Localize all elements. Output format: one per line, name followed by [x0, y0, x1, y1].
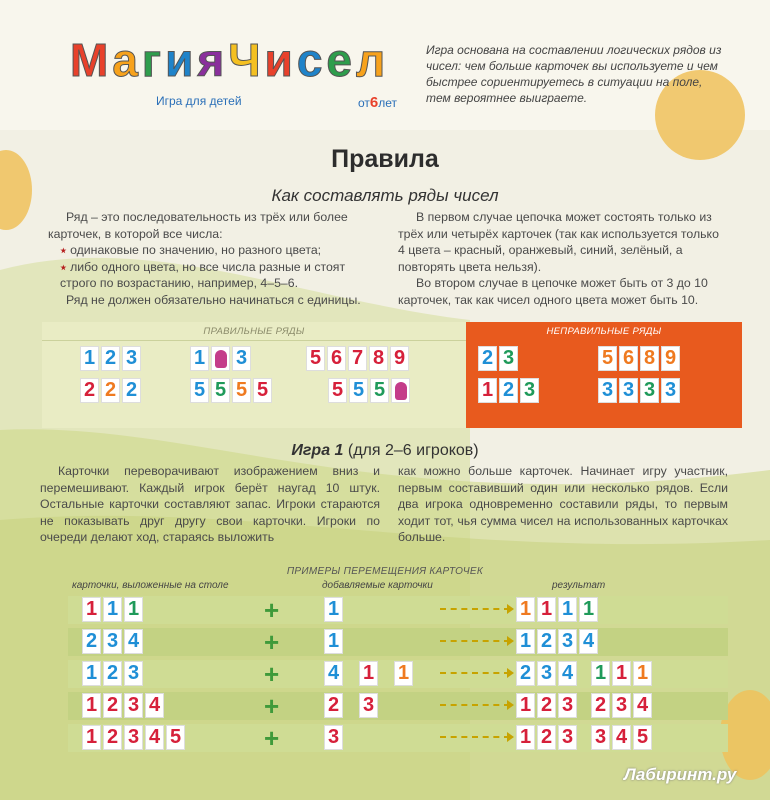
- moves-row: [68, 628, 728, 656]
- number-card: 1: [612, 661, 631, 686]
- number-card: 2: [591, 693, 610, 718]
- number-card: 1: [324, 597, 343, 622]
- number-card: 1: [103, 597, 122, 622]
- column-header-added-cards: добавляемые карточки: [322, 580, 433, 591]
- plus-sign: +: [264, 595, 280, 625]
- table-cards: [82, 629, 143, 654]
- rules-left-column: [48, 209, 383, 308]
- bad-group: [478, 378, 539, 403]
- section-heading-game1: [0, 442, 770, 460]
- result-cards: [516, 629, 598, 654]
- rules-paragraph: Ряд – это последовательность из трёх или более карточек, в которой все числа:: [48, 210, 348, 241]
- good-group: [190, 346, 251, 371]
- number-card: 8: [640, 346, 659, 371]
- table-cards: [82, 661, 143, 686]
- number-card: 1: [82, 661, 101, 686]
- number-card: 1: [516, 597, 535, 622]
- plus-sign: +: [264, 723, 280, 753]
- number-card: 2: [516, 661, 535, 686]
- table-cards: [82, 693, 164, 718]
- number-card: 1: [359, 661, 378, 686]
- column-header-result: результат: [552, 580, 606, 591]
- rules-paragraph: В первом случае цепочка может состоять только из трёх или четырёх карточек (так как используется только 4 цвета – красный, оранжевый, синий, зелёный, а повторять цвета нельзя).: [398, 210, 719, 274]
- rules-paragraph: Ряд не должен обязательно начинаться с единицы.: [66, 292, 361, 307]
- number-card: 3: [520, 378, 539, 403]
- plus-sign: +: [264, 627, 280, 657]
- number-card: 3: [537, 661, 556, 686]
- logo-letter: М: [70, 34, 109, 86]
- added-cards: [324, 597, 343, 622]
- number-card: 2: [324, 693, 343, 718]
- number-card: 4: [145, 693, 164, 718]
- number-card: 1: [82, 597, 101, 622]
- moves-title: ПРИМЕРЫ ПЕРЕМЕЩЕНИЯ КАРТОЧЕК: [286, 566, 484, 577]
- row-examples-band: [42, 322, 742, 428]
- added-cards: [359, 661, 378, 686]
- number-card: 1: [80, 346, 99, 371]
- number-card: 2: [478, 346, 497, 371]
- number-card: 3: [122, 346, 141, 371]
- number-card: 3: [124, 661, 143, 686]
- rules-paragraph: Во втором случае в цепочке может быть от 3 до 10 карточек, так как чисел одного цвета может быть 10.: [398, 276, 708, 307]
- correct-rows-label: ПРАВИЛЬНЫЕ РЯДЫ: [203, 326, 305, 337]
- age-from: от: [358, 96, 370, 110]
- dashed-arrow-icon: [440, 704, 510, 706]
- bad-group: [478, 346, 518, 371]
- number-card: 2: [537, 629, 556, 654]
- number-card: 5: [349, 378, 368, 403]
- incorrect-rows-label: НЕПРАВИЛЬНЫЕ РЯДЫ: [546, 326, 662, 337]
- logo-letter: л: [356, 34, 386, 86]
- correct-rows-panel: [42, 322, 466, 428]
- rules-bullet: ⭑ либо одного цвета, но все числа разные и стоят строго по возрастанию, например, 4–5–6.: [60, 259, 346, 290]
- game1-left-text: Карточки переворачивают изображением вниз и перемешивают. Каждый игрок берёт наугад 10 штук. Остальные карточки составляют запас. Игроки стараются не показывать друг другу свои карточки. Игроки по очереди делают ход, стараясь выложить: [40, 464, 380, 544]
- number-card: 5: [306, 346, 325, 371]
- number-card: 3: [103, 629, 122, 654]
- number-card: 2: [499, 378, 518, 403]
- number-card: 4: [145, 725, 164, 750]
- result-cards: [591, 661, 652, 686]
- result-cards: [516, 597, 598, 622]
- number-card: 2: [103, 661, 122, 686]
- number-card: 1: [516, 693, 535, 718]
- good-group: [306, 346, 409, 371]
- number-card: 1: [591, 661, 610, 686]
- number-card: 1: [82, 693, 101, 718]
- moves-row: [68, 692, 728, 720]
- added-cards: [324, 661, 343, 686]
- intro-text: Игра основана на составлении логических рядов из чисел: чем больше карточек вы используете и чем быстрее сориентируетесь в ситуации на поле, тем вероятнее выиграете.: [426, 43, 722, 105]
- number-card: 9: [390, 346, 409, 371]
- bad-group: [598, 378, 680, 403]
- dashed-arrow-icon: [440, 672, 510, 674]
- number-card: 2: [82, 629, 101, 654]
- number-card: 5: [232, 378, 251, 403]
- number-card: 5: [211, 378, 230, 403]
- dashed-arrow-icon: [440, 608, 510, 610]
- number-card: 3: [612, 693, 631, 718]
- number-card: 4: [324, 661, 343, 686]
- number-card: 1: [516, 629, 535, 654]
- plus-sign: +: [264, 691, 280, 721]
- number-card: 3: [558, 629, 577, 654]
- number-card: 1: [394, 661, 413, 686]
- number-card: 3: [359, 693, 378, 718]
- number-card: 3: [324, 725, 343, 750]
- added-cards: [359, 693, 378, 718]
- added-cards: [324, 725, 343, 750]
- column-header-table-cards: карточки, выложенные на столе: [72, 580, 229, 591]
- game-logo: [68, 28, 412, 116]
- number-card: 3: [558, 693, 577, 718]
- age-number: 6: [369, 94, 379, 111]
- number-card: 3: [558, 725, 577, 750]
- number-card: 4: [633, 693, 652, 718]
- number-card: 5: [166, 725, 185, 750]
- logo-title: [68, 34, 387, 86]
- dashed-arrow-icon: [440, 640, 510, 642]
- number-card: 2: [537, 725, 556, 750]
- added-cards: [324, 629, 343, 654]
- number-card: 5: [370, 378, 389, 403]
- bullet-star-icon: ⭑: [60, 259, 71, 274]
- added-cards: [394, 661, 413, 686]
- number-card: 5: [190, 378, 209, 403]
- result-cards: [516, 661, 577, 686]
- moves-row: [68, 660, 728, 688]
- number-card: 5: [598, 346, 617, 371]
- number-card: 3: [232, 346, 251, 371]
- game1-right-text: как можно больше карточек. Начинает игру участник, первым составивший один или несколько рядов. Если два игрока одновременно составили ряды, то первым ходит тот, чья сумма чисел на использованных карточках больше.: [398, 464, 728, 544]
- number-card: 4: [124, 629, 143, 654]
- logo-subtitle: Игра для детей: [156, 94, 242, 108]
- number-card: 2: [80, 378, 99, 403]
- number-card: 1: [124, 597, 143, 622]
- number-card: 5: [328, 378, 347, 403]
- logo-letter: г: [141, 34, 162, 86]
- number-card: 3: [619, 378, 638, 403]
- number-card: 1: [537, 597, 556, 622]
- number-card: 1: [633, 661, 652, 686]
- number-card: 3: [640, 378, 659, 403]
- logo-letter: а: [112, 34, 138, 86]
- mascot-card-icon: [391, 378, 410, 403]
- rules-right-column: [398, 209, 728, 308]
- number-card: 2: [537, 693, 556, 718]
- watermark: Лабиринт.ру: [624, 765, 737, 784]
- number-card: 9: [661, 346, 680, 371]
- table-cards: [82, 725, 185, 750]
- number-card: 1: [190, 346, 209, 371]
- number-card: 2: [101, 346, 120, 371]
- section-heading-rows: Как составлять ряды чисел: [271, 186, 499, 205]
- result-cards: [591, 693, 652, 718]
- number-card: 1: [324, 629, 343, 654]
- number-card: 1: [478, 378, 497, 403]
- good-group: [80, 346, 141, 371]
- number-card: 3: [124, 725, 143, 750]
- bullet-star-icon: ⭑: [60, 243, 71, 257]
- mascot-card-icon: [211, 346, 230, 371]
- game1-players: (для 2–6 игроков): [347, 442, 479, 459]
- game1-title: Игра 1: [291, 442, 344, 459]
- dashed-arrow-icon: [440, 736, 510, 738]
- bad-group: [598, 346, 680, 371]
- number-card: 1: [82, 725, 101, 750]
- number-card: 2: [122, 378, 141, 403]
- rules-bullet: ⭑ одинаковые по значению, но разного цвета;: [60, 243, 322, 257]
- logo-letter: и: [165, 34, 194, 86]
- number-card: 1: [558, 597, 577, 622]
- moves-row: [68, 596, 728, 624]
- logo-letter: е: [326, 34, 353, 86]
- number-card: 3: [598, 378, 617, 403]
- number-card: 6: [619, 346, 638, 371]
- logo-letter: с: [296, 34, 323, 86]
- number-card: 3: [499, 346, 518, 371]
- number-card: 3: [124, 693, 143, 718]
- good-group: [190, 378, 272, 403]
- divider: [42, 340, 466, 341]
- logo-letter: я: [197, 34, 225, 86]
- number-card: 5: [633, 725, 652, 750]
- number-card: 1: [516, 725, 535, 750]
- result-cards: [591, 725, 652, 750]
- number-card: 2: [101, 378, 120, 403]
- number-card: 3: [661, 378, 680, 403]
- good-group: [80, 378, 141, 403]
- number-card: 3: [591, 725, 610, 750]
- logo-letter: и: [264, 34, 293, 86]
- logo-age: [358, 94, 397, 111]
- number-card: 4: [579, 629, 598, 654]
- number-card: 4: [558, 661, 577, 686]
- good-group: [328, 378, 410, 403]
- result-cards: [516, 725, 577, 750]
- incorrect-rows-panel: [466, 322, 742, 428]
- table-cards: [82, 597, 143, 622]
- number-card: 2: [103, 725, 122, 750]
- number-card: 5: [253, 378, 272, 403]
- number-card: 8: [369, 346, 388, 371]
- result-cards: [516, 693, 577, 718]
- number-card: 1: [579, 597, 598, 622]
- moves-row: [68, 724, 728, 752]
- logo-letter: Ч: [228, 34, 261, 86]
- number-card: 4: [612, 725, 631, 750]
- number-card: 6: [327, 346, 346, 371]
- page-title: Правила: [331, 145, 439, 173]
- plus-sign: +: [264, 659, 280, 689]
- age-unit: лет: [378, 96, 398, 110]
- number-card: 2: [103, 693, 122, 718]
- added-cards: [324, 693, 343, 718]
- number-card: 7: [348, 346, 367, 371]
